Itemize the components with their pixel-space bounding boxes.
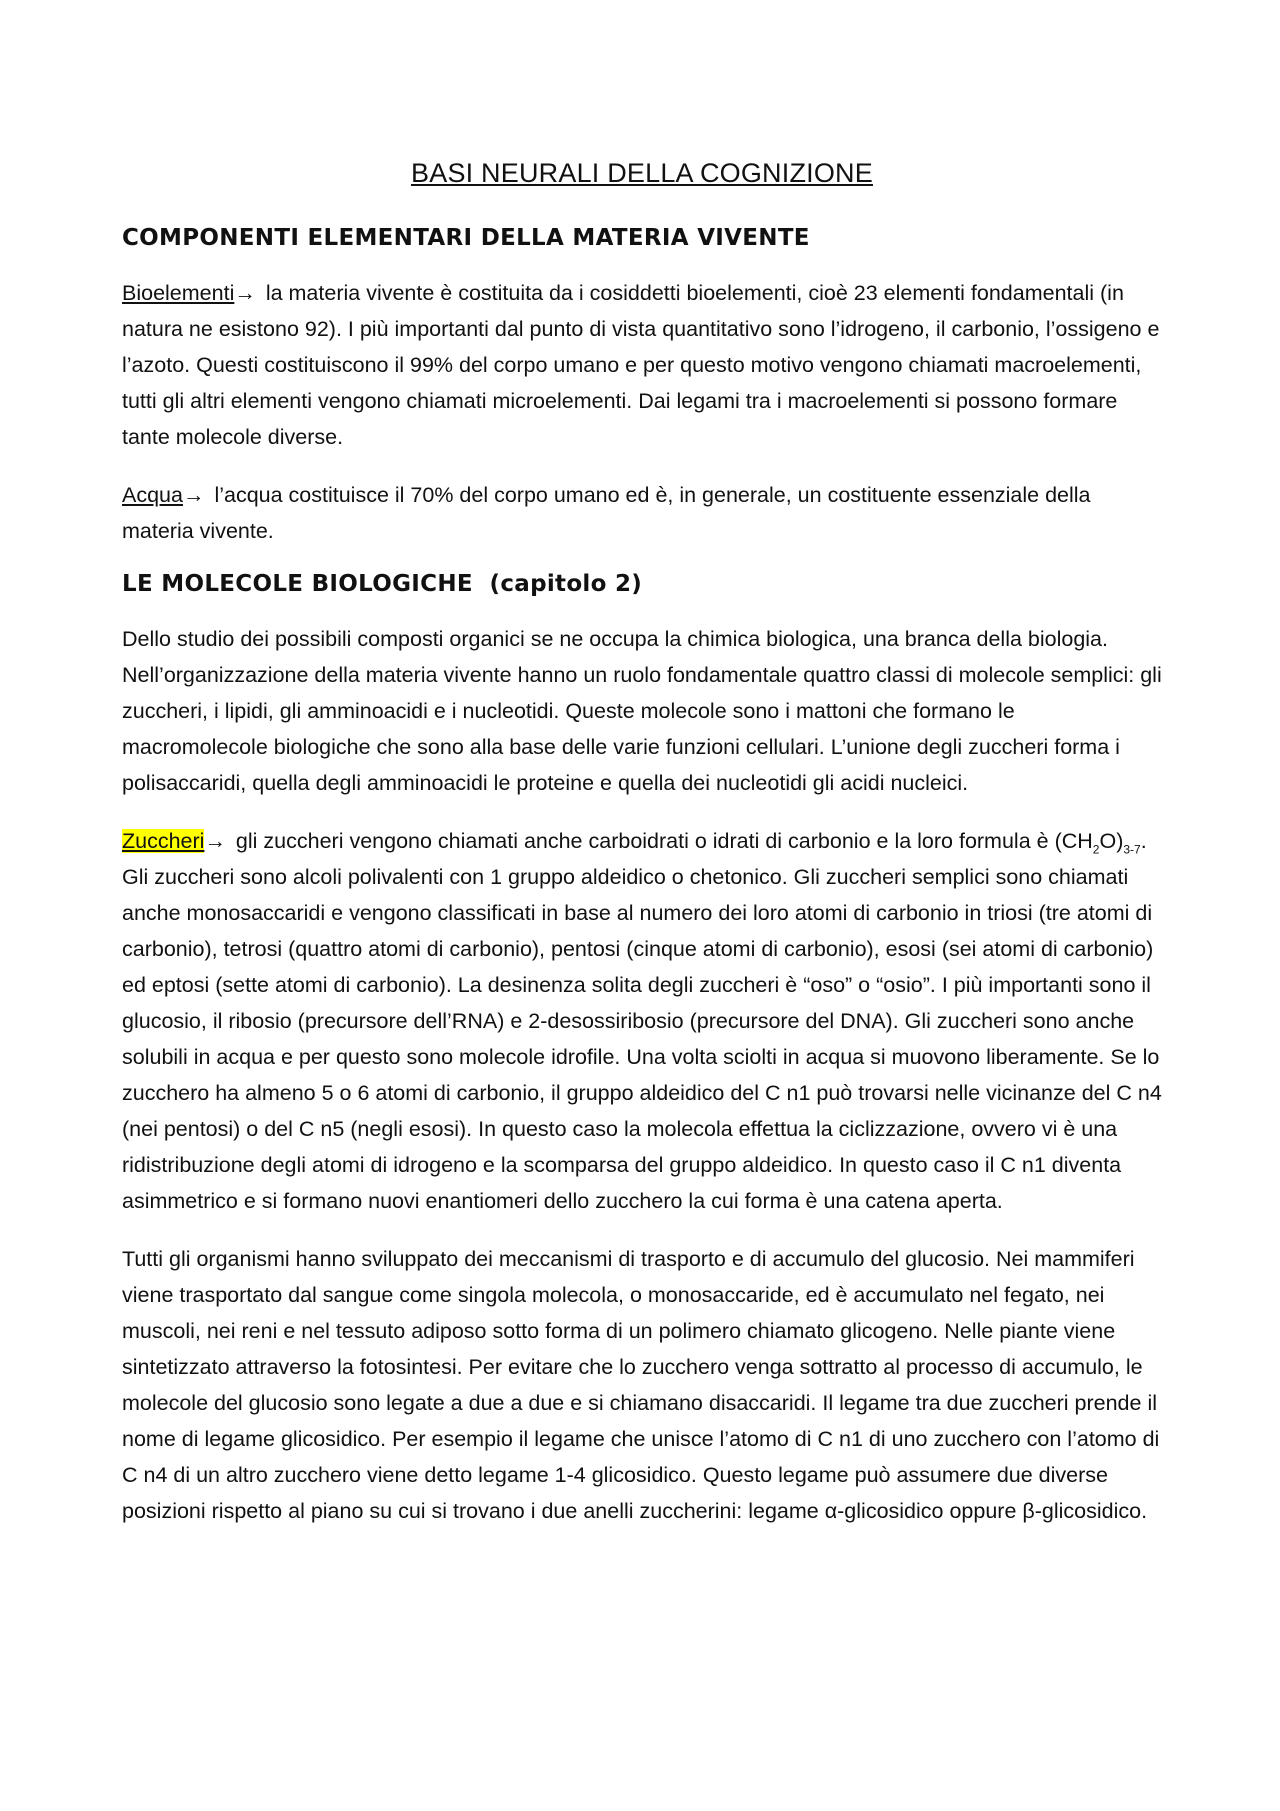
paragraph-zuccheri — [122, 823, 1162, 1219]
arrow-icon: → — [204, 829, 226, 853]
paragraph-acqua — [122, 477, 1162, 549]
paragraph-text-b: O) — [1099, 829, 1124, 853]
paragraph-text: l’acqua costituisce il 70% del corpo umano ed è, in generale, un costituente essenziale della materia vivente. — [122, 483, 1091, 543]
paragraph-text-c: . Gli zuccheri sono alcoli polivalenti con 1 gruppo aldeidico o chetonico. Gli zuccheri semplici sono chiamati anche monosaccaridi e vengono classificati in base al numero dei loro atomi di carbonio in triosi (tre atomi di carbonio), tetrosi (quattro atomi di carbonio), pentosi (cinque atomi di carbonio), esosi (sei atomi di carbonio) ed eptosi (sette atomi di carbonio). La desinenza solita degli zuccheri è “oso” o “osio”. I più importanti sono il glucosio, il ribosio (precursore dell’RNA) e 2-desossiribosio (precursore del DNA). Gli zuccheri sono anche solubili in acqua e per questo sono molecole idrofile. Una volta sciolti in acqua si muovono liberamente. Se lo zucchero ha almeno 5 o 6 atomi di carbonio, il gruppo aldeidico del C n1 può trovarsi nelle vicinanze del C n4 (nei pentosi) o del C n5 (negli esosi). In questo caso la molecola effettua la ciclizzazione, ovvero vi è una ridistribuzione degli atomi di idrogeno e la scomparsa del gruppo aldeidico. In questo caso il C n1 diventa asimmetrico e si formano nuovi enantiomeri dello zucchero la cui forma è una catena aperta. — [122, 829, 1162, 1213]
paragraph-text: la materia vivente è costituita da i cosiddetti bioelementi, cioè 23 elementi fondamentali (in natura ne esistono 92). I più importanti dal punto di vista quantitativo sono l’idrogeno, il carbonio, l’ossigeno e l’azoto. Questi costituiscono il 99% del corpo umano e per questo motivo vengono chiamati macroelementi, tutti gli altri elementi vengono chiamati microelementi. Dai legami tra i macroelementi si possono formare tante molecole diverse. — [122, 281, 1160, 449]
paragraph-text-a: gli zuccheri vengono chiamati anche carboidrati o idrati di carbonio e la loro formula è (CH — [229, 829, 1093, 853]
arrow-icon: → — [182, 483, 205, 507]
document-title: BASI NEURALI DELLA COGNIZIONE — [411, 158, 873, 188]
section-heading-componenti: COMPONENTI ELEMENTARI DELLA MATERIA VIVENTE — [122, 225, 810, 251]
term-zuccheri-highlighted: Zuccheri — [122, 829, 205, 853]
paragraph-intro-molecole: Dello studio dei possibili composti organici se ne occupa la chimica biologica, una branca della biologia. Nell’organizzazione della materia vivente hanno un ruolo fondamentale quattro classi di molecole semplici: gli zuccheri, i lipidi, gli amminoacidi e i nucleotidi. Queste molecole sono i mattoni che formano le macromolecole biologiche che sono alla base delle varie funzioni cellulari. L’unione degli zuccheri forma i polisaccaridi, quella degli amminoacidi le proteine e quella dei nucleotidi gli acidi nucleici. — [122, 627, 1162, 795]
section-heading-molecole: LE MOLECOLE BIOLOGICHE (capitolo 2) — [122, 571, 643, 597]
paragraph-bioelementi — [122, 275, 1162, 455]
term-bioelementi: Bioelementi — [122, 281, 235, 305]
subscript-2: 2 — [1092, 842, 1100, 857]
subscript-3-7: 3-7 — [1123, 842, 1141, 857]
arrow-icon: → — [234, 281, 256, 305]
paragraph-glucosio: Tutti gli organismi hanno sviluppato dei meccanismi di trasporto e di accumulo del glucosio. Nei mammiferi viene trasportato dal sangue come singola molecola, o monosaccaride, ed è accumulato nel fegato, nei muscoli, nei reni e nel tessuto adiposo sotto forma di un polimero chiamato glicogeno. Nelle piante viene sintetizzato attraverso la fotosintesi. Per evitare che lo zucchero venga sottratto al processo di accumulo, le molecole del glucosio sono legate a due a due e si chiamano disaccaridi. Il legame tra due zuccheri prende il nome di legame glicosidico. Per esempio il legame che unisce l’atomo di C n1 di uno zucchero con l’atomo di C n4 di un altro zucchero viene detto legame 1-4 glicosidico. Questo legame può assumere due diverse posizioni rispetto al piano su cui si trovano i due anelli zuccherini: legame α-glicosidico oppure β-glicosidico. — [122, 1247, 1160, 1523]
term-acqua: Acqua — [122, 483, 183, 507]
